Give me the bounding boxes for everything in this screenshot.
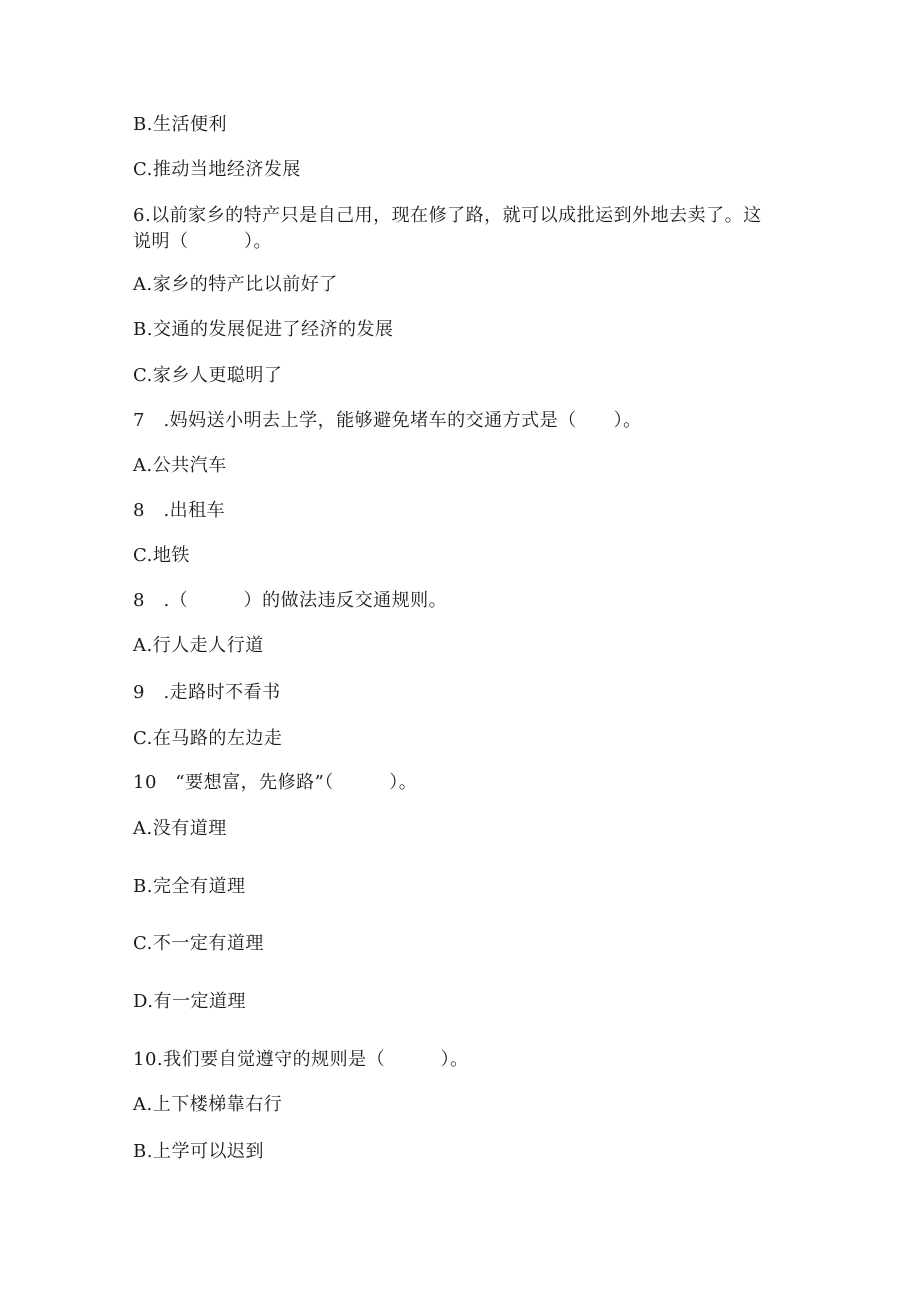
q8-option-b: 9 .走路时不看书: [133, 682, 281, 703]
question-8: 8 .（ ）的做法违反交通规则。: [133, 590, 448, 611]
option-c-economic-development: C.推动当地经济发展: [133, 159, 301, 180]
q7-option-b: 8 .出租车: [133, 500, 226, 521]
q6-option-c: C.家乡人更聪明了: [133, 365, 283, 386]
question-7: 7 .妈妈送小明去上学，能够避免堵车的交通方式是（ ）。: [133, 410, 642, 431]
q9-option-b: B.完全有道理: [133, 876, 246, 897]
q6-option-a: A.家乡的特产比以前好了: [133, 274, 338, 295]
q9-option-a: A.没有道理: [133, 818, 227, 839]
q7-option-a: A.公共汽车: [133, 455, 227, 476]
q8-option-a: A.行人走人行道: [133, 635, 264, 656]
question-10: 10.我们要自觉遵守的规则是（ ）。: [133, 1049, 469, 1070]
question-6-line-2: 说明（ ）。: [133, 231, 272, 252]
question-6-line-1: 6.以前家乡的特产只是自己用，现在修了路，就可以成批运到外地去卖了。这: [133, 205, 762, 226]
q7-option-c: C.地铁: [133, 545, 190, 566]
q10-option-a: A.上下楼梯靠右行: [133, 1094, 283, 1115]
question-9: 10 “要想富，先修路”（ ）。: [133, 772, 418, 793]
q8-option-c: C.在马路的左边走: [133, 728, 283, 749]
q10-option-b: B.上学可以迟到: [133, 1141, 264, 1162]
q6-option-b: B.交通的发展促进了经济的发展: [133, 319, 394, 340]
q9-option-d: D.有一定道理: [133, 991, 247, 1012]
option-b-convenient-life: B.生活便利: [133, 114, 227, 135]
q9-option-c: C.不一定有道理: [133, 933, 264, 954]
